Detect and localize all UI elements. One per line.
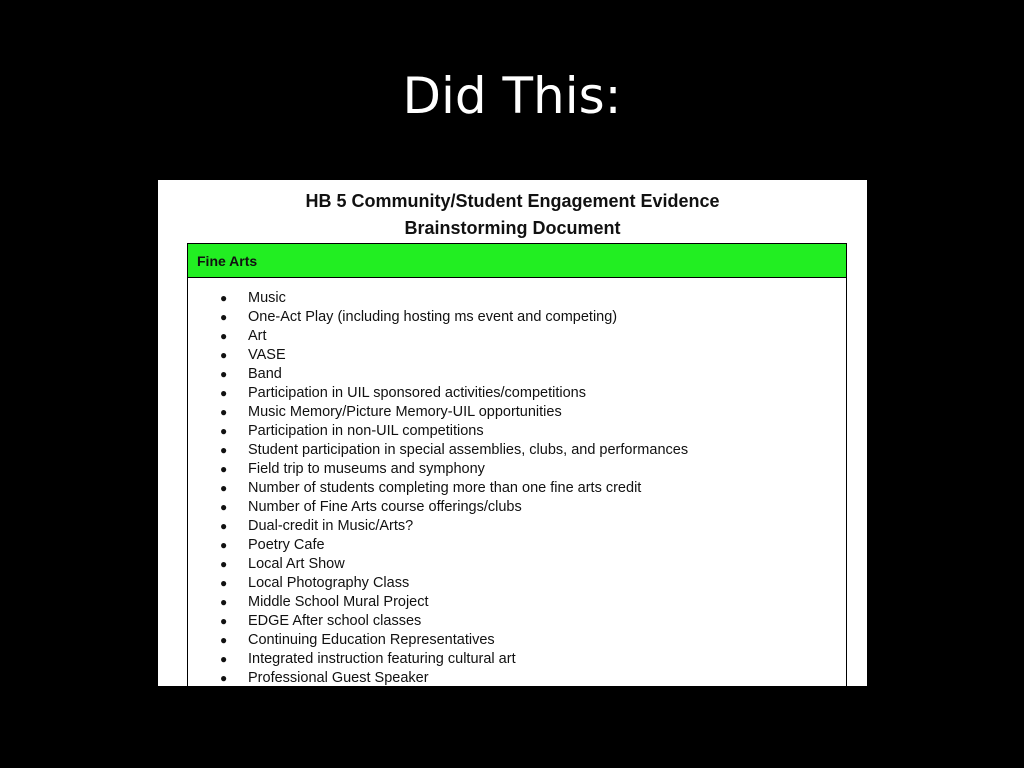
- list-item-text: Poetry Cafe: [248, 537, 325, 553]
- list-item: [188, 555, 688, 574]
- list-item-text: Field trip to museums and symphony: [248, 461, 485, 477]
- bullet-icon: ●: [220, 405, 228, 419]
- document-heading-line-1: HB 5 Community/Student Engagement Evidence: [305, 191, 720, 211]
- list-item-text: Music: [248, 290, 286, 306]
- list-item-text: Art: [248, 328, 267, 344]
- list-item-text: Band: [248, 366, 282, 382]
- document-heading-line-2: Brainstorming Document: [404, 218, 621, 238]
- list-item: [188, 422, 688, 441]
- list-item-text: One-Act Play (including hosting ms event and competing): [248, 309, 618, 325]
- bullet-icon: ●: [220, 519, 228, 533]
- list-item: [188, 536, 688, 555]
- list-item: [188, 650, 688, 669]
- list-item: [188, 289, 688, 308]
- bullet-icon: ●: [220, 348, 228, 362]
- bullet-icon: ●: [220, 481, 228, 495]
- bullet-icon: ●: [220, 329, 228, 343]
- list-item: [188, 441, 688, 460]
- list-item-text: Participation in UIL sponsored activities/competitions: [248, 385, 586, 401]
- bullet-icon: ●: [220, 310, 228, 324]
- list-item-text: Student participation in special assemblies, clubs, and performances: [248, 442, 689, 458]
- list-item-text: Middle School Mural Project: [248, 594, 429, 610]
- list-item-text: Music Memory/Picture Memory-UIL opportunities: [248, 404, 562, 420]
- bullet-icon: ●: [220, 386, 228, 400]
- bullet-icon: ●: [220, 633, 228, 647]
- document-heading: [158, 188, 867, 242]
- list-item: [188, 574, 688, 593]
- bullet-icon: ●: [220, 367, 228, 381]
- list-item-text: VASE: [248, 347, 286, 363]
- list-item: [188, 327, 688, 346]
- list-item: [188, 612, 688, 631]
- list-item-text: Local Art Show: [248, 556, 345, 572]
- document-screenshot: [158, 180, 867, 686]
- list-item-text: Participation in non-UIL competitions: [248, 423, 484, 439]
- list-item: [188, 308, 688, 327]
- bullet-icon: ●: [220, 652, 228, 666]
- bullet-icon: ●: [220, 614, 228, 628]
- section-header-fine-arts: Fine Arts: [188, 244, 846, 278]
- list-item-text: Integrated instruction featuring cultural art: [248, 651, 516, 667]
- list-item: [188, 669, 688, 686]
- bullet-icon: ●: [220, 462, 228, 476]
- list-item: [188, 593, 688, 612]
- bullet-icon: ●: [220, 443, 228, 457]
- bullet-icon: ●: [220, 424, 228, 438]
- list-item-text: Dual-credit in Music/Arts?: [248, 518, 414, 534]
- list-item-text: Local Photography Class: [248, 575, 410, 591]
- fine-arts-item-list: [188, 289, 688, 686]
- list-item: [188, 498, 688, 517]
- list-item-text: Number of students completing more than one fine arts credit: [248, 480, 642, 496]
- fine-arts-table: [187, 243, 847, 686]
- list-item-text: Number of Fine Arts course offerings/clubs: [248, 499, 522, 515]
- bullet-icon: ●: [220, 500, 228, 514]
- slide-title: Did This:: [402, 67, 622, 125]
- list-item: [188, 403, 688, 422]
- list-item: [188, 517, 688, 536]
- list-item: [188, 384, 688, 403]
- list-item-text: Continuing Education Representatives: [248, 632, 495, 648]
- list-item: [188, 365, 688, 384]
- list-item-text: Professional Guest Speaker: [248, 670, 429, 686]
- bullet-icon: ●: [220, 576, 228, 590]
- bullet-icon: ●: [220, 557, 228, 571]
- list-item: [188, 631, 688, 650]
- list-item-text: EDGE After school classes: [248, 613, 422, 629]
- list-item: [188, 479, 688, 498]
- bullet-icon: ●: [220, 538, 228, 552]
- list-item: [188, 460, 688, 479]
- bullet-icon: ●: [220, 291, 228, 305]
- bullet-icon: ●: [220, 595, 228, 609]
- bullet-icon: ●: [220, 671, 228, 685]
- list-item: [188, 346, 688, 365]
